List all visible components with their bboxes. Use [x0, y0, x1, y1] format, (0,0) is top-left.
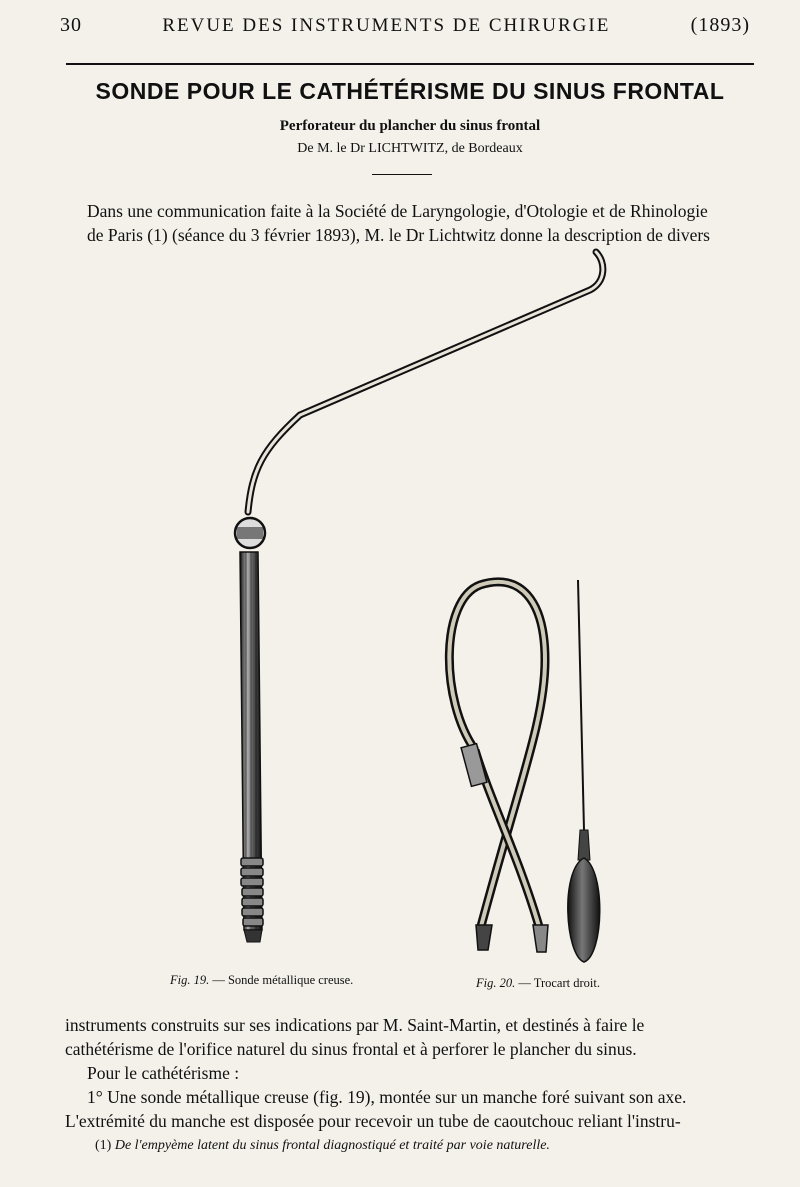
body-paragraph [65, 1013, 755, 1133]
footnote [95, 1138, 755, 1154]
running-title: REVUE DES INSTRUMENTS DE CHIRURGIE [162, 15, 611, 36]
publication-year: (1893) [690, 14, 750, 36]
page-number: 30 [60, 14, 82, 36]
article-title: SONDE POUR LE CATHÉTÉRISME DU SINUS FRONTAL [95, 78, 725, 104]
title-separator [372, 174, 432, 175]
fig20-number: Fig. 20. [476, 976, 516, 990]
instrument-illustrations [0, 240, 800, 1000]
article-author: De M. le Dr LICHTWITZ, de Bordeaux [297, 141, 523, 156]
fig19-caption [170, 973, 353, 988]
article-subtitle: Perforateur du plancher du sinus frontal [279, 118, 541, 134]
fig20-tube-drawing [449, 582, 548, 952]
fig19-text: — Sonde métallique creuse. [212, 973, 354, 987]
body-line: L'extrémité du manche est disposée pour recevoir un tube de caoutchouc reliant l'instru- [65, 1111, 681, 1131]
fig19-probe-drawing [235, 252, 603, 942]
body-line: Pour le cathétérisme : [87, 1063, 240, 1083]
footnote-text: De l'empyème latent du sinus frontal diagnostiqué et traité par voie naturelle. [114, 1138, 550, 1153]
intro-line: Dans une communication faite à la Société de Laryngologie, d'Otologie et de Rhinologie [87, 201, 708, 221]
body-line: 1° Une sonde métallique creuse (fig. 19), montée sur un manche foré suivant son axe. [87, 1087, 687, 1107]
fig19-number: Fig. 19. [170, 973, 210, 987]
footnote-marker: (1) [95, 1138, 112, 1153]
fig20-caption [476, 976, 600, 991]
running-header [60, 14, 750, 48]
intro-line: de Paris (1) (séance du 3 février 1893), M. le Dr Lichtwitz donne la description de divers [87, 225, 710, 245]
header-rule [66, 63, 754, 65]
body-line: cathétérisme de l'orifice naturel du sinus frontal et à perforer le plancher du sinus. [65, 1039, 637, 1059]
body-line: instruments construits sur ses indications par M. Saint-Martin, et destinés à faire le [65, 1015, 645, 1035]
fig20-trocar-drawing [568, 580, 600, 962]
fig20-text: — Trocart droit. [518, 976, 600, 990]
